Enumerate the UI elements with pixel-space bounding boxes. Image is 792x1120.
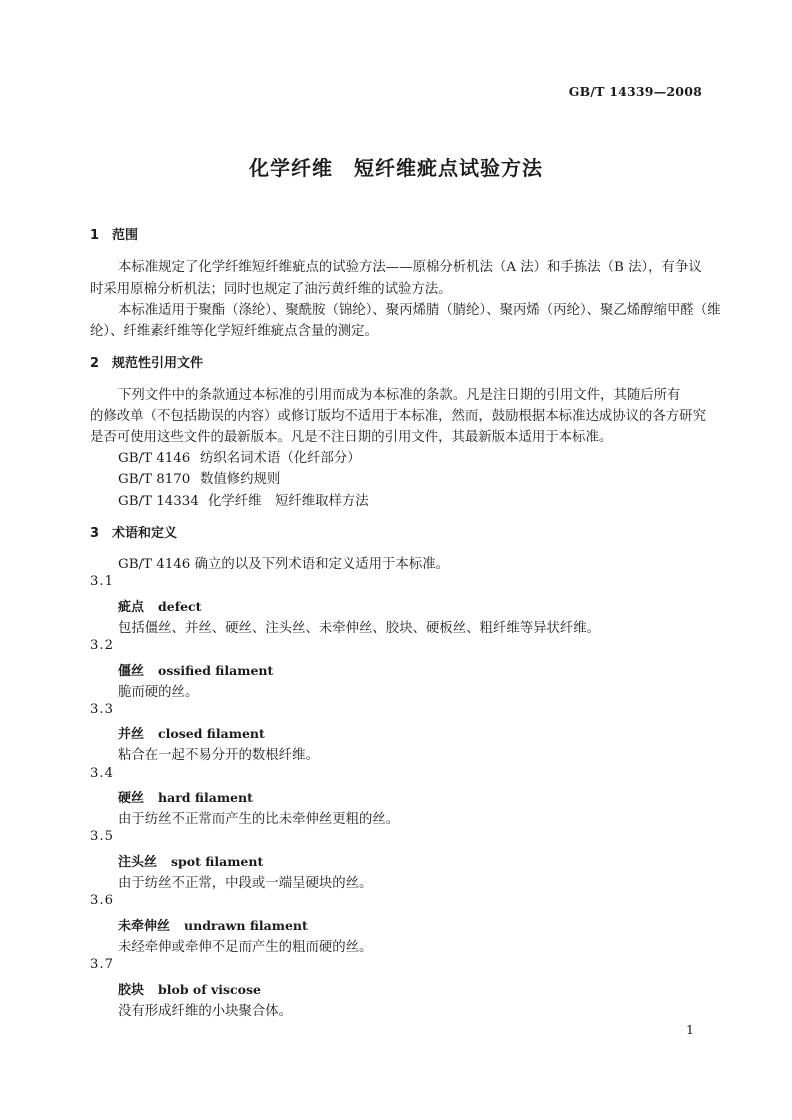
section-heading-scope [90,224,138,243]
reference-code: GB/T 4146 [118,451,191,466]
references-paragraph-line-2: 的修改单（不包括勘误的内容）或修订版均不适用于本标准，然而，鼓励根据本标准达成协议的各方研究 [90,409,706,424]
reference-code: GB/T 8170 [118,472,191,487]
term-number: 3.7 [90,957,114,972]
section-title: 术语和定义 [112,526,178,541]
term-chinese: 未牵伸丝 [118,919,171,934]
section-title: 范围 [112,228,139,243]
term-definition: 由于纺丝不正常，中段或一端呈硬块的丝。 [118,876,373,891]
reference-item [118,490,369,509]
term-heading [118,979,261,998]
scope-paragraph-2-line-1: 本标准适用于聚酯（涤纶）、聚酰胺（锦纶）、聚丙烯腈（腈纶）、聚丙烯（丙纶）、聚乙烯醇缩甲醛（维 [118,303,721,318]
term-english: blob of viscose [158,982,261,997]
term-number: 3.2 [90,638,114,653]
reference-title: 化学纤维 短纤维取样方法 [208,494,369,509]
term-heading [118,851,263,870]
term-heading [118,723,265,742]
term-heading [118,787,253,806]
term-chinese: 胶块 [118,983,145,998]
section-number: 2 [90,356,100,371]
term-heading [118,596,201,615]
term-english: defect [158,599,202,614]
scope-paragraph-1-line-2: 时采用原棉分析机法；同时也规定了油污黄纤维的试验方法。 [90,282,452,297]
scope-paragraph-1-line-1: 本标准规定了化学纤维短纤维疵点的试验方法——原棉分析机法（A 法）和手拣法（B 法），有争议 [118,260,702,275]
scope-paragraph-2-line-2: 纶）、纤维素纤维等化学短纤维疵点含量的测定。 [90,324,378,339]
term-heading [118,915,308,934]
reference-title: 纺织名词术语（化纤部分） [200,451,361,466]
reference-item [118,468,280,487]
section-title: 规范性引用文件 [112,356,204,371]
reference-title: 数值修约规则 [200,472,281,487]
term-number: 3.5 [90,829,114,844]
term-english: undrawn filament [184,918,308,933]
term-english: hard filament [158,790,253,805]
section-heading-terms-and-definitions [90,522,177,541]
term-definition: 粘合在一起不易分开的数根纤维。 [118,748,319,763]
section-number: 3 [90,526,100,541]
term-definition: 未经牵伸或牵伸不足而产生的粗而硬的丝。 [118,940,373,955]
term-chinese: 疵点 [118,600,145,615]
standard-number: GB/T 14339—2008 [568,84,702,99]
term-chinese: 硬丝 [118,791,145,806]
term-chinese: 并丝 [118,727,145,742]
term-number: 3.6 [90,893,114,908]
terms-intro: GB/T 4146 确立的以及下列术语和定义适用于本标准。 [118,557,449,572]
section-number: 1 [90,228,100,243]
term-heading [118,660,273,679]
section-heading-normative-references [90,352,203,371]
term-definition: 脆而硬的丝。 [118,685,199,700]
page-number: 1 [686,1022,694,1037]
term-chinese: 僵丝 [118,664,145,679]
reference-item [118,447,361,466]
term-number: 3.3 [90,702,114,717]
reference-code: GB/T 14334 [118,494,199,509]
term-number: 3.4 [90,766,114,781]
term-definition: 由于纺丝不正常而产生的比未牵伸丝更粗的丝。 [118,812,400,827]
document-title: 化学纤维 短纤维疵点试验方法 [249,156,543,180]
term-number: 3.1 [90,574,114,589]
term-english: ossified filament [158,663,274,678]
references-paragraph-line-1: 下列文件中的条款通过本标准的引用而成为本标准的条款。凡是注日期的引用文件，其随后所有 [118,388,681,403]
term-definition: 包括僵丝、并丝、硬丝、注头丝、未牵伸丝、胶块、硬板丝、粗纤维等异状纤维。 [118,621,601,636]
term-english: spot filament [171,854,264,869]
term-english: closed filament [158,726,265,741]
term-definition: 没有形成纤维的小块聚合体。 [118,1004,293,1019]
references-paragraph-line-3: 是否可使用这些文件的最新版本。凡是不注日期的引用文件，其最新版本适用于本标准。 [90,430,613,445]
term-chinese: 注头丝 [118,855,158,870]
